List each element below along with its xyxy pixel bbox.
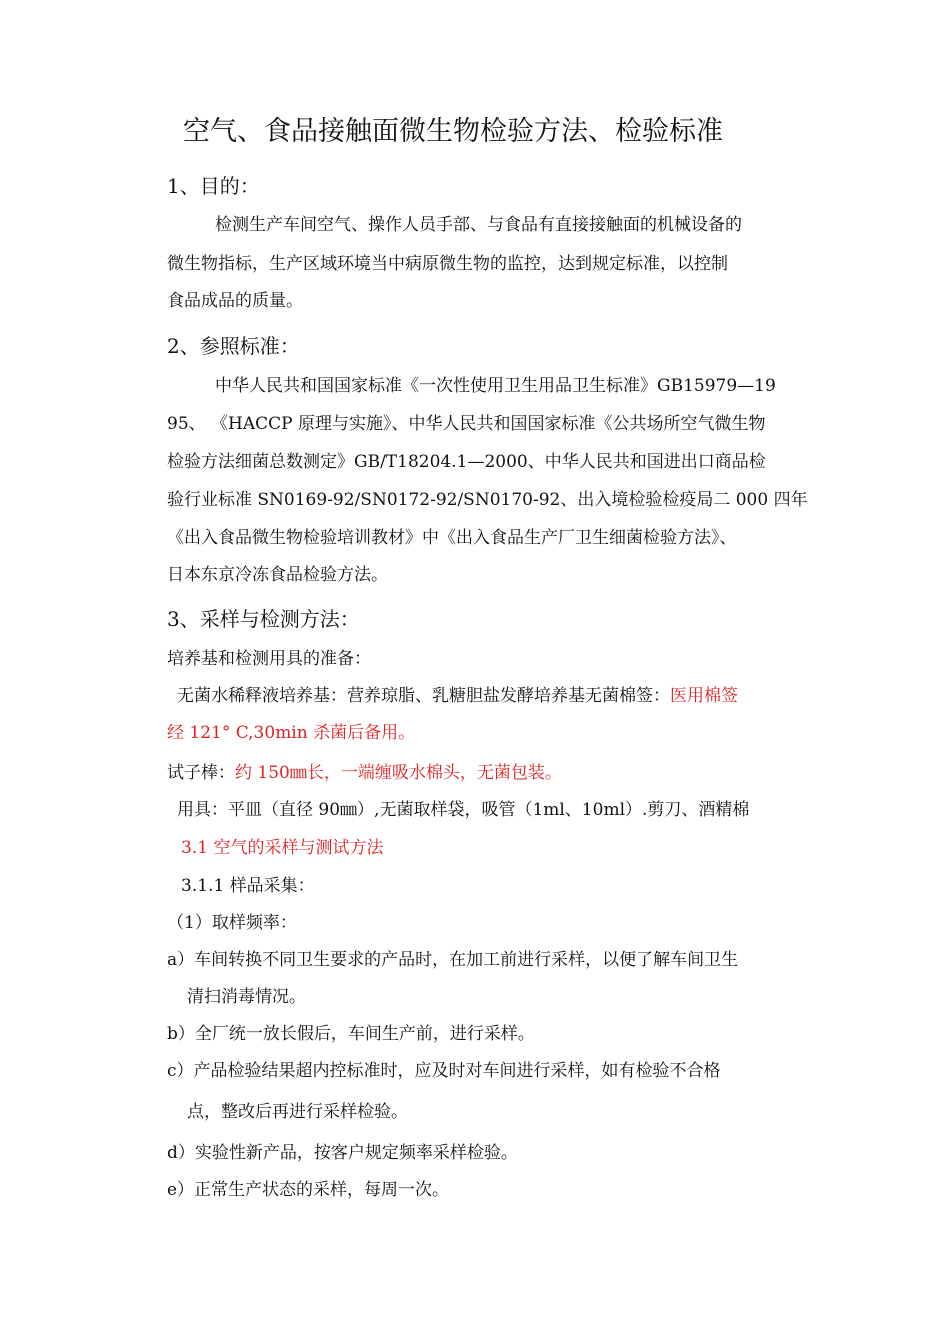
section-1-line: 食品成品的质量。 bbox=[167, 291, 303, 311]
swab-line bbox=[167, 762, 562, 784]
section-2-heading: 2、参照标准： bbox=[167, 334, 300, 358]
section-1-heading: 1、目的： bbox=[167, 174, 260, 198]
list-item: c）产品检验结果超内控标准时，应及时对车间进行采样，如有检验不合格 bbox=[167, 1061, 721, 1081]
document-title: 空气、食品接触面微生物检验方法、检验标准 bbox=[183, 116, 723, 147]
media-sterilize-line: 经 121° C,30min 杀菌后备用。 bbox=[167, 723, 416, 743]
tools-line: 用具：平皿（直径 90㎜）,无菌取样袋，吸管（1ml、10ml）.剪刀、酒精棉 bbox=[177, 800, 750, 820]
sampling-frequency-label: （1）取样频率： bbox=[167, 913, 297, 933]
media-highlight: 医用棉签 bbox=[670, 686, 738, 706]
media-line bbox=[177, 685, 738, 707]
section-2-line: 中华人民共和国国家标准《一次性使用卫生用品卫生标准》GB15979—19 bbox=[215, 376, 776, 396]
section-3-heading: 3、采样与检测方法： bbox=[167, 607, 360, 631]
section-2-line: 《出入食品微生物检验培训教材》中《出入食品生产厂卫生细菌检验方法》、 bbox=[167, 528, 737, 548]
section-1-line: 微生物指标，生产区域环境当中病原微生物的监控，达到规定标准，以控制 bbox=[167, 254, 728, 274]
list-item-continuation: 清扫消毒情况。 bbox=[187, 987, 306, 1007]
swab-spec: 约 150㎜长，一端缠吸水棉头，无菌包装。 bbox=[235, 763, 562, 783]
list-item: d）实验性新产品，按客户规定频率采样检验。 bbox=[167, 1143, 518, 1163]
list-item-continuation: 点，整改后再进行采样检验。 bbox=[187, 1102, 408, 1122]
subsection-3-1-heading: 3.1 空气的采样与测试方法 bbox=[181, 838, 384, 858]
media-text: 无菌水稀释液培养基：营养琼脂、乳糖胆盐发酵培养基无菌棉签： bbox=[177, 686, 670, 706]
subsection-3-1-1-heading: 3.1.1 样品采集： bbox=[181, 876, 315, 896]
section-2-line: 95、 《HACCP 原理与实施》、中华人民共和国国家标准《公共场所空气微生物 bbox=[167, 414, 766, 434]
list-item: a）车间转换不同卫生要求的产品时，在加工前进行采样，以便了解车间卫生 bbox=[167, 950, 739, 970]
section-2-line: 验行业标准 SN0169-92/SN0172-92/SN0170-92、出入境检验检疫局二 000 四年 bbox=[167, 490, 808, 510]
list-item: b）全厂统一放长假后，车间生产前，进行采样。 bbox=[167, 1024, 535, 1044]
section-2-line: 检验方法细菌总数测定》GB/T18204.1—2000、中华人民共和国进出口商品检 bbox=[167, 452, 766, 472]
section-2-line: 日本东京冷冻食品检验方法。 bbox=[167, 565, 388, 585]
section-1-line: 检测生产车间空气、操作人员手部、与食品有直接接触面的机械设备的 bbox=[215, 215, 742, 235]
list-item: e）正常生产状态的采样，每周一次。 bbox=[167, 1180, 450, 1200]
prep-label: 培养基和检测用具的准备： bbox=[167, 649, 371, 669]
swab-label: 试子棒： bbox=[167, 763, 235, 783]
